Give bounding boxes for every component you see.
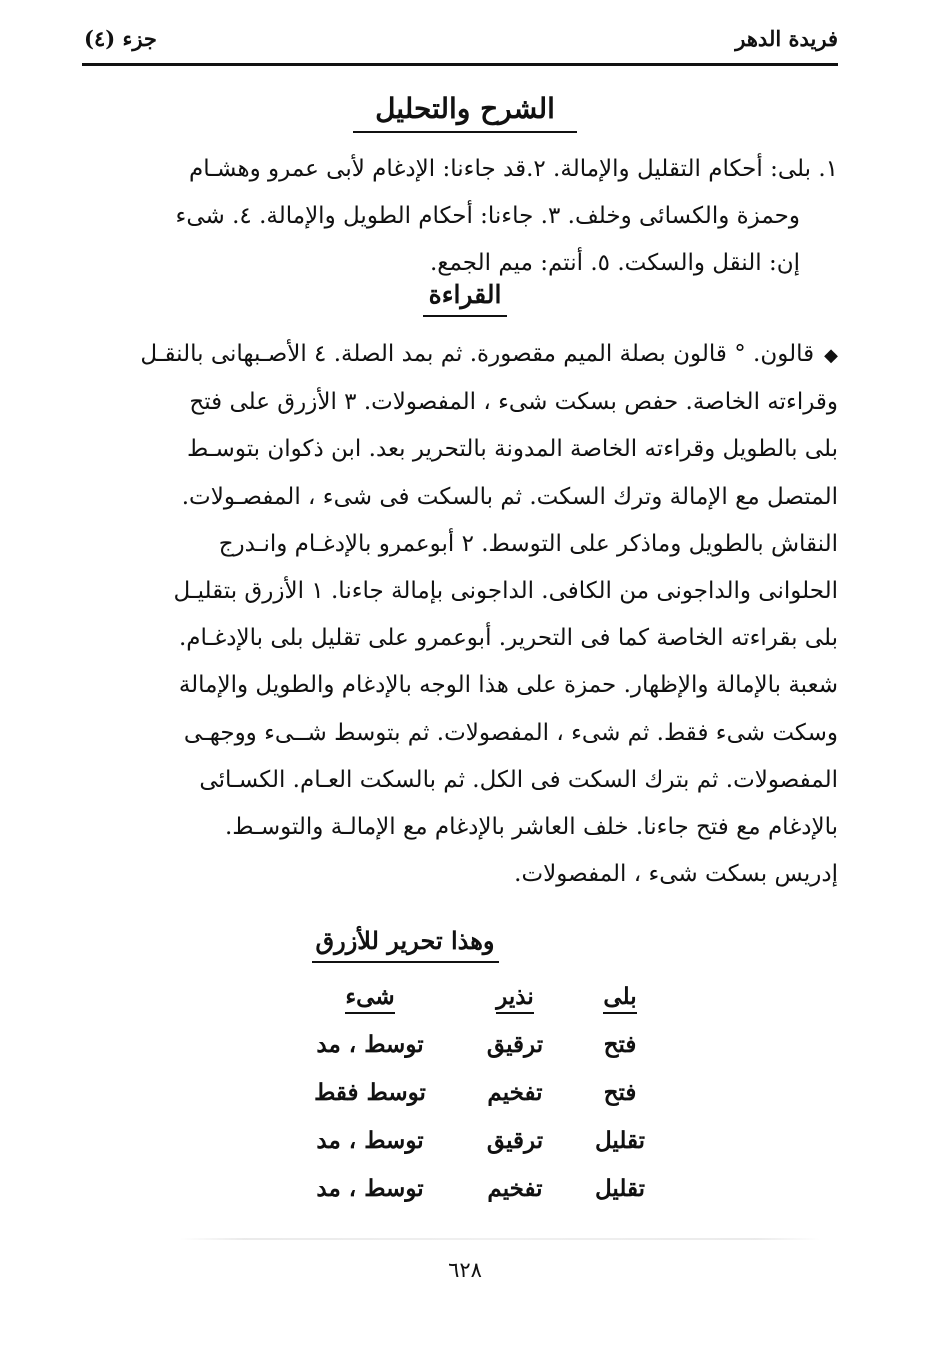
column-header: [580, 983, 660, 1010]
header-rule: [82, 63, 838, 66]
reading-line-1: [84, 331, 838, 379]
tahrir-heading: [0, 926, 930, 963]
table-row: [290, 1020, 660, 1068]
table-cell: توسط ، مد: [316, 1030, 424, 1058]
reading-line-2: وقراءته الخاصة. حفص بسكت شىء ، المفصولات. ٣ الأزرق على فتح: [189, 389, 838, 416]
column-header-nadhir: نذير: [496, 983, 534, 1014]
reading-line-8: شعبة بالإمالة والإظهار. حمزة على هذا الوجه بالإدغام والطويل والإمالة: [178, 672, 838, 699]
analysis-line-3: إن: النقل والسكت. ٥. أنتم: ميم الجمع.: [429, 250, 800, 276]
table-cell: ترقيق: [486, 1030, 544, 1058]
reading-line-9: وسكت شىء فقط. ثم شىء ، المفصولات. ثم بتوسط شــىء ووجهـى: [183, 719, 838, 746]
book-title: فريدة الدهر: [735, 25, 838, 51]
reading-line-7: بلى بقراءته الخاصة كما فى التحرير. أبوعمرو على تقليل بلى بالإدغـام.: [178, 625, 838, 652]
reading-heading: [0, 280, 930, 317]
reading-line-5: النقاش بالطويل وماذكر على التوسط. ٢ أبوعمرو بالإدغـام وانـدرج: [218, 530, 838, 557]
analysis-heading-text: الشرح والتحليل: [353, 92, 577, 133]
analysis-line-2: وحمزة والكسائى وخلف. ٣. جاءنا: أحكام الطويل والإمالة. ٤. شىء: [175, 203, 800, 229]
column-header-bala: بلى: [603, 983, 636, 1014]
column-header-shay: شىء: [345, 983, 394, 1014]
table-row: [290, 1068, 660, 1116]
table-row: [290, 1164, 660, 1212]
diamond-bullet-icon: ◆: [824, 345, 838, 366]
tahrir-heading-text: وهذا تحرير للأزرق: [312, 926, 499, 963]
table-cell: فتح: [603, 1030, 637, 1058]
reading-line-text: قالون. ° قالون بصلة الميم مقصورة. ثم بمد الصلة. ٤ الأصـبهانى بالنقـل: [140, 341, 815, 367]
table-cell: تفخيم: [487, 1174, 543, 1202]
table-row: [290, 1116, 660, 1164]
table-cell: توسط ، مد: [316, 1126, 424, 1154]
analysis-line-1: ١. بلى: أحكام التقليل والإمالة. ٢.قد جاءنا: الإدغام لأبى عمرو وهشـام: [188, 156, 838, 182]
scan-artifact: [180, 1238, 820, 1240]
reading-line-12: إدريس بسكت شىء ، المفصولات.: [514, 861, 838, 888]
table-header-row: [290, 972, 660, 1020]
reading-line-3: بلى بالطويل وقراءته الخاصة المدونة بالتحرير بعد. ابن ذكوان بتوسـط: [186, 436, 838, 463]
analysis-heading: [0, 92, 930, 133]
reading-line-11: بالإدغام مع فتح جاءنا. خلف العاشر بالإدغام مع الإمالـة والتوسـط.: [224, 814, 838, 841]
running-head: [84, 20, 838, 56]
column-header: [450, 983, 580, 1010]
table-cell: توسط ، مد: [316, 1174, 424, 1202]
table-cell: تقليل: [594, 1174, 645, 1202]
table-cell: فتح: [603, 1078, 637, 1106]
reading-line-10: المفصولات. ثم بترك السكت فى الكل. ثم بالسكت العـام. الكسـائى: [199, 766, 838, 793]
page-number: ٦٢٨: [448, 1258, 482, 1282]
column-header: [290, 983, 450, 1010]
table-cell: توسط فقط: [314, 1078, 426, 1106]
reading-line-4: المتصل مع الإمالة وترك السكت. ثم بالسكت فى شىء ، المفصـولات.: [181, 483, 838, 510]
part-number: جزء (٤): [84, 25, 157, 51]
analysis-section: [84, 146, 838, 287]
tahrir-table: [290, 972, 660, 1212]
reading-line-6: الحلوانى والداجونى من الكافى. الداجونى بإمالة جاءنا. ١ الأزرق بتقليـل: [173, 578, 838, 605]
table-cell: تقليل: [594, 1126, 645, 1154]
reading-heading-text: القراءة: [423, 280, 508, 317]
reading-section: [84, 331, 838, 898]
table-cell: تفخيم: [487, 1078, 543, 1106]
table-cell: ترقيق: [486, 1126, 544, 1154]
